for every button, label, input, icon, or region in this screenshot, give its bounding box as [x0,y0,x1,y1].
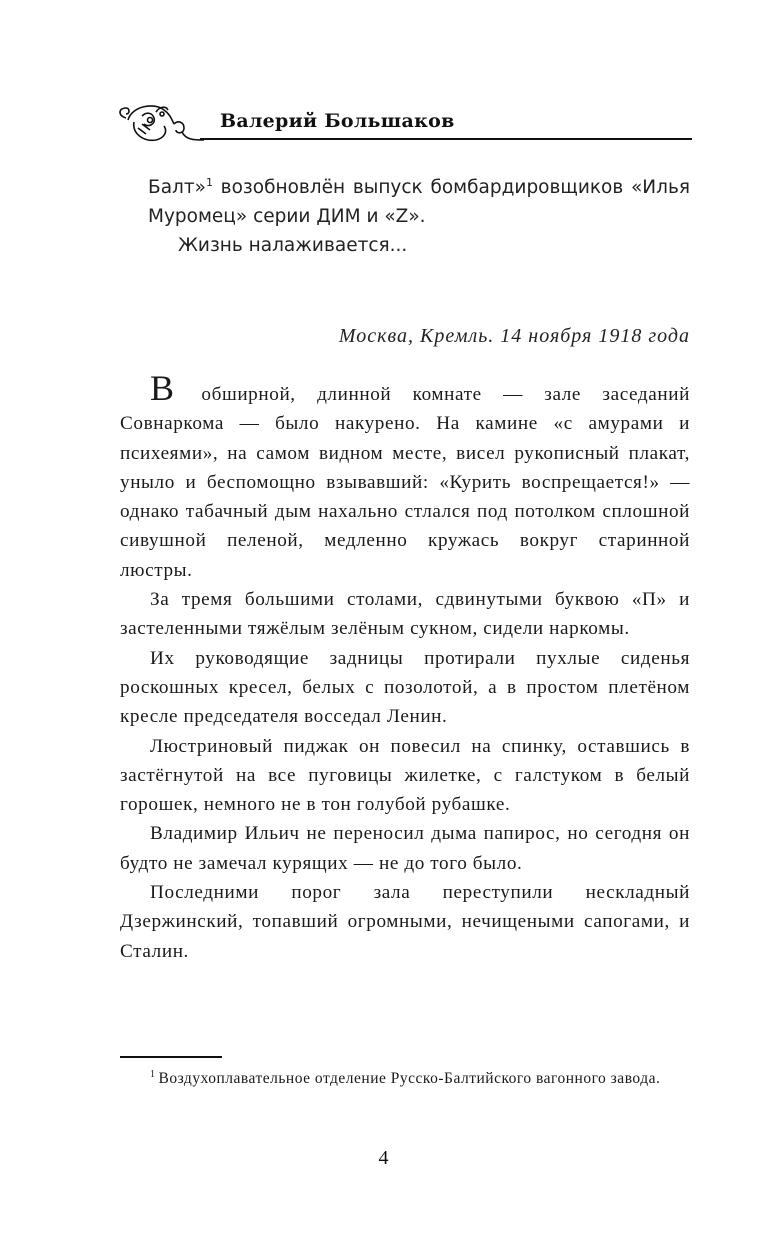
body-paragraph-3: Их руководящие задницы протирали пухлые сиденья роскошных кресел, белых с позолотой, а в простом плетёном кресле председателя восседал Ленин. [120,647,690,728]
floral-ornament-icon [112,98,212,146]
body-paragraph-2: За тремя большими столами, сдвинутыми буквою «П» и застеленными тяжёлым зелёным сукном, сидели наркомы. [120,589,690,640]
chapter-dateline: Москва, Кремль. 14 ноября 1918 года [338,325,690,347]
footnote-marker: 1 [150,1068,156,1080]
body-paragraph-6: Последними порог зала переступили нескладный Дзержинский, топавший огромными, нечищеными сапогами, и Сталин. [120,882,690,962]
body-paragraph-1: В обширной, длинной комнате — зале заседаний Совнаркома — было накурено. На камине «с амурами и психеями», на самом видном месте, висел рукописный плакат, уныло и беспомощно взывавший: «Курить воспрещается!» — однако табачный дым нахально стлался под потолком сплошной сивушной пеленой, медленно кружась вокруг старинной люстры. [120,368,690,581]
continuation-text [148,173,690,260]
body-text [120,368,690,966]
footnote [120,1066,690,1091]
body-paragraph-4: Люстриновый пиджак он повесил на спинку, оставшись в застёгнутой на все пуговицы жилетке, с галстуком в белый горошек, немного не в тон голубой рубашке. [120,735,690,816]
footnote-separator [120,1056,222,1058]
page-number: 4 [378,1147,389,1169]
footnote-ref-link[interactable]: 1 [205,175,213,189]
continuation-paragraph: Балт»$^1$ возобновлён выпуск бомбардировщиков «Илья Муромец» серии ДИМ и «Z». [148,175,690,227]
author-name: Валерий Большаков [220,110,455,132]
running-header [112,98,692,146]
drop-cap: В [150,368,175,408]
continuation-paragraph-2: Жизнь налаживается... [178,235,408,256]
footnote-text: Воздухоплавательное отделение Русско-Балтийского вагонного завода. [158,1070,661,1087]
body-paragraph-5: Владимир Ильич не переносил дыма папирос, но сегодня он будто не замечал курящих — не до того было. [120,823,690,874]
header-rule [200,138,692,140]
